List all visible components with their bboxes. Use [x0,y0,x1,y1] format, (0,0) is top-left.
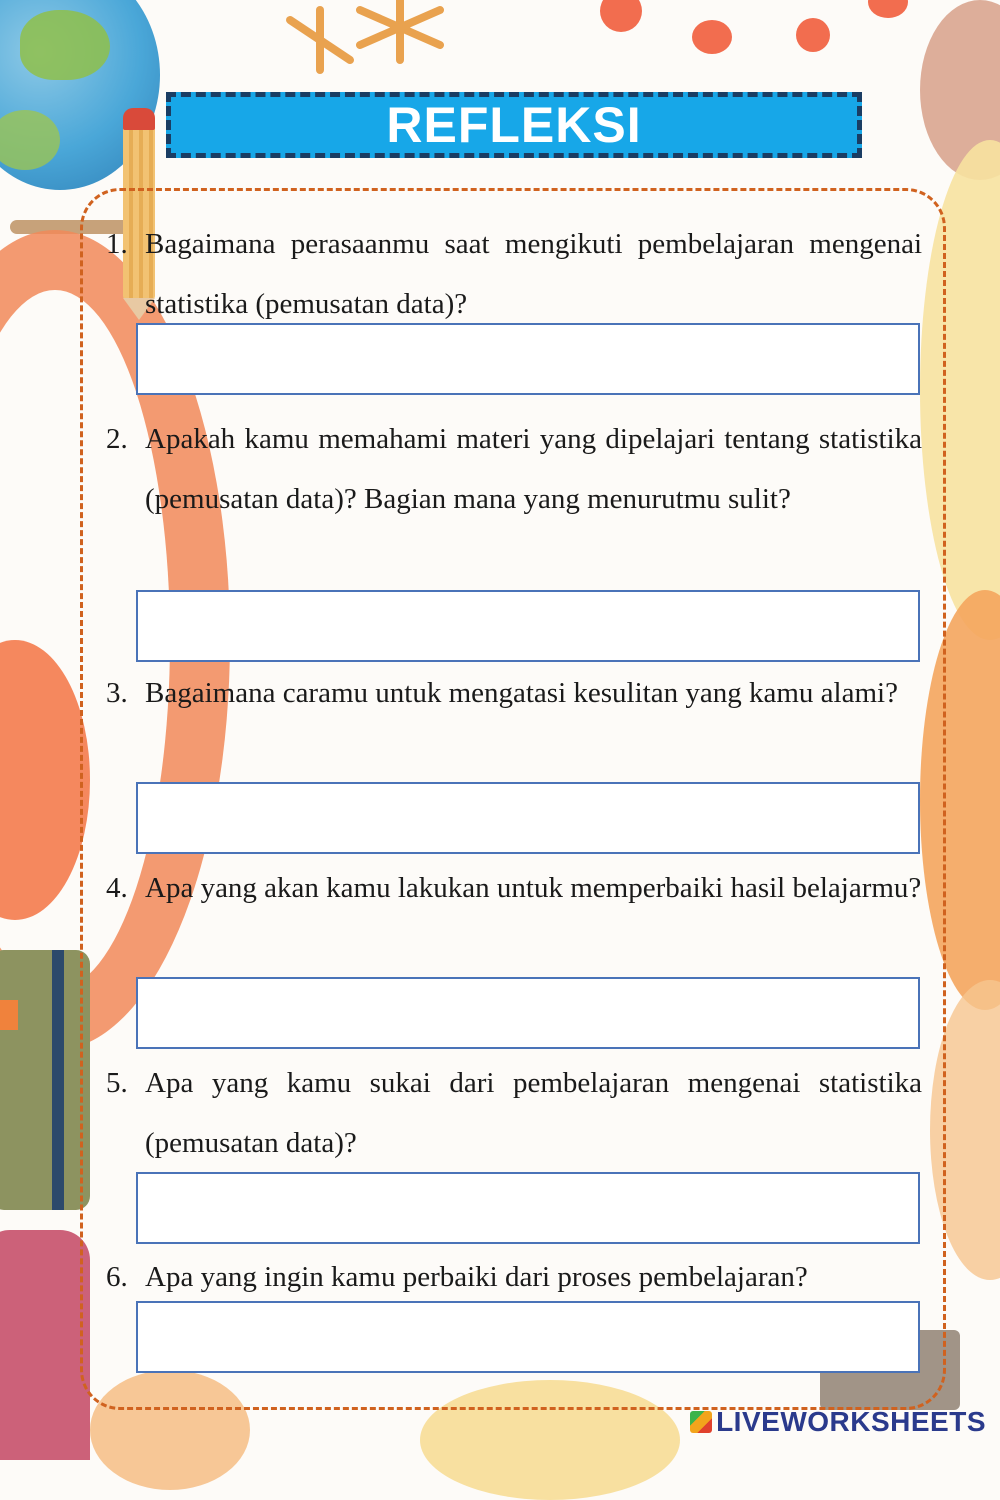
question-number: 3. [106,677,128,709]
question-1 [106,214,922,334]
page-title: REFLEKSI [386,97,642,153]
question-4 [106,858,922,918]
answer-field-2[interactable] [136,590,920,662]
watermark-text: LIVEWORKSHEETS [716,1406,986,1437]
question-number: 4. [106,872,128,904]
dot-decoration [868,0,908,18]
pencil-eraser-icon [123,108,155,130]
question-text: Apakah kamu memahami materi yang dipelajari tentang statistika (pemusatan data)? Bagian mana yang menurutmu sulit? [145,423,922,515]
question-number: 6. [106,1261,128,1293]
question-text: Apa yang ingin kamu perbaiki dari proses pembelajaran? [145,1261,808,1293]
liveworksheets-logo-icon [690,1411,712,1433]
answer-field-5[interactable] [136,1172,920,1244]
dot-decoration [692,20,732,54]
question-2 [106,409,922,529]
answer-field-1[interactable] [136,323,920,395]
answer-field-4[interactable] [136,977,920,1049]
backpack-decoration [0,1230,90,1460]
book-strap-decoration [52,950,64,1210]
answer-field-3[interactable] [136,782,920,854]
star-decoration-icon [280,0,480,90]
question-number: 5. [106,1067,128,1099]
dot-decoration [600,0,642,32]
question-number: 1. [106,228,128,260]
question-3 [106,663,922,723]
answer-field-6[interactable] [136,1301,920,1373]
book-tag-decoration [0,1000,18,1030]
question-5 [106,1053,922,1173]
question-text: Bagaimana caramu untuk mengatasi kesulitan yang kamu alami? [145,677,898,709]
dot-decoration [796,18,830,52]
book-decoration [0,950,90,1210]
question-text: Apa yang kamu sukai dari pembelajaran mengenai statistika (pemusatan data)? [145,1067,922,1159]
question-text: Apa yang akan kamu lakukan untuk memperbaiki hasil belajarmu? [145,872,922,904]
question-text: Bagaimana perasaanmu saat mengikuti pembelajaran mengenai statistika (pemusatan data)? [145,228,922,320]
liveworksheets-watermark[interactable] [690,1406,986,1438]
title-banner [166,92,862,158]
globe-land-decoration [20,10,110,80]
question-6 [106,1247,922,1307]
question-number: 2. [106,423,128,455]
